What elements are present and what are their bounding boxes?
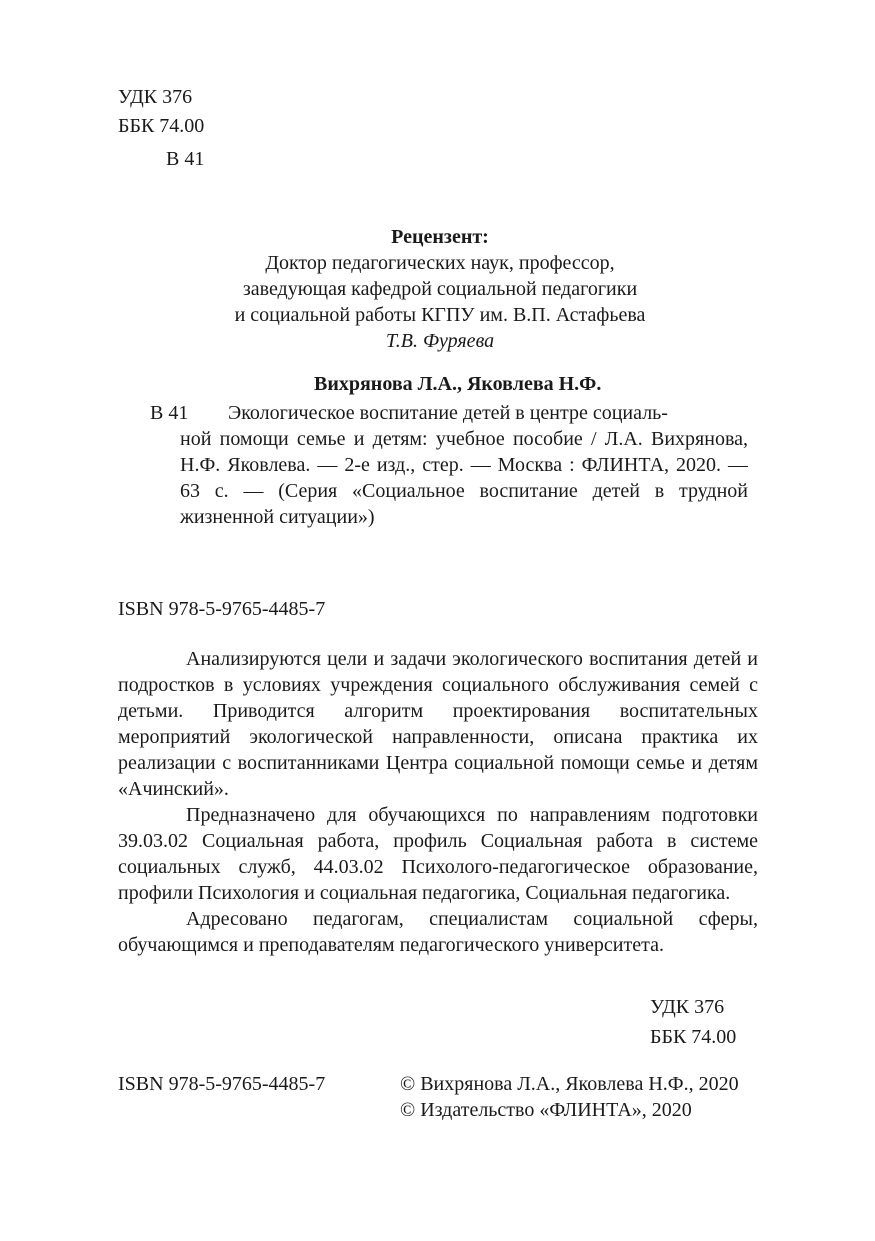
udk-code: УДК 376 [118, 86, 193, 108]
annotation-paragraph: Анализируются цели и задачи экологического воспитания детей и подростков в условиях учреждения социального обслуживания семей с детьми. Приводится алгоритм проектирования воспитательных мероприятий экологической направленности, описана практика их реализации с воспитанниками Центра социальной помощи семье и детям «Ачинский». [118, 648, 758, 800]
reviewer-line: и социальной работы КГПУ им. В.П. Астафьева [234, 304, 646, 326]
annotation-paragraph: Адресовано педагогам, специалистам социальной сферы, обучающимся и преподавателям педагогического университета. [118, 908, 758, 956]
reviewer-label: Рецензент: [391, 226, 489, 248]
reviewer-block [120, 224, 760, 354]
catalog-description-first: Экологическое воспитание детей в центре социаль- [228, 402, 668, 424]
reviewer-name: Т.В. Фуряева [385, 330, 495, 352]
author-mark: В 41 [166, 148, 205, 170]
bbk-code-bottom: ББК 74.00 [650, 1026, 737, 1048]
copyright-authors: © Вихрянова Л.А., Яковлева Н.Ф., 2020 [400, 1073, 739, 1095]
copyright-publisher: © Издательство «ФЛИНТА», 2020 [400, 1099, 692, 1121]
reviewer-line: Доктор педагогических наук, профессор, [265, 252, 615, 274]
bbk-code: ББК 74.00 [118, 115, 205, 137]
catalog-code: В 41 [150, 402, 189, 424]
isbn: ISBN 978-5-9765-4485-7 [118, 598, 326, 620]
reviewer-line: заведующая кафедрой социальной педагогики [242, 278, 638, 300]
catalog-description [180, 400, 748, 530]
isbn-bottom: ISBN 978-5-9765-4485-7 [118, 1073, 326, 1095]
catalog-authors: Вихрянова Л.А., Яковлева Н.Ф. [314, 373, 602, 395]
annotation [118, 646, 758, 958]
catalog-description-rest: ной помощи семье и детям: учебное пособие / Л.А. Вихрянова, Н.Ф. Яковлева. — 2-е изд., стер. — Москва : ФЛИНТА, 2020. — 63 с. — (Серия «Социальное воспитание детей в трудной жизненной ситуации») [180, 428, 748, 528]
annotation-paragraph: Предназначено для обучающихся по направлениям подготовки 39.03.02 Социальная работа, профиль Социальная работа в системе социальных служб, 44.03.02 Психолого-педагогическое образование, профили Психология и социальная педагогика, Социальная педагогика. [118, 804, 758, 904]
udk-code-bottom: УДК 376 [650, 996, 725, 1018]
